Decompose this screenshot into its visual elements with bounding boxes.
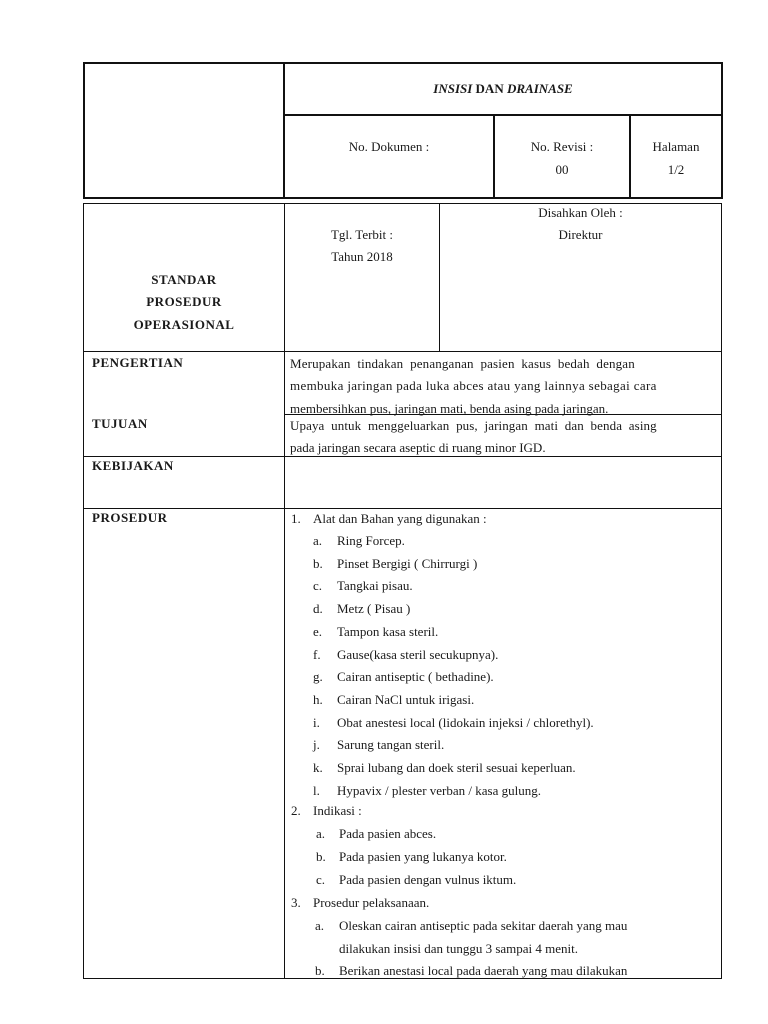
alat-item-text: Metz ( Pisau ) bbox=[337, 601, 411, 617]
no-revisi-label: No. Revisi : bbox=[530, 139, 594, 154]
alat-item-letter: k. bbox=[313, 760, 323, 775]
indikasi-item-letter: b. bbox=[316, 849, 326, 864]
header-divider-dokumen bbox=[493, 114, 495, 199]
pengertian-line2: membuka jaringan pada luka abces atau yang lainnya sebagai cara bbox=[290, 378, 657, 393]
row-divider-tujuan bbox=[83, 456, 722, 457]
pelaksanaan-item-line1: Berikan anestasi local pada daerah yang mau dilakukan bbox=[339, 963, 628, 978]
alat-item-letter: i. bbox=[313, 714, 320, 730]
step-2-text: Indikasi : bbox=[313, 803, 362, 818]
step-1-number: 1. bbox=[291, 511, 301, 526]
header-border-right bbox=[721, 62, 723, 199]
pelaksanaan-item-line2: dilakukan insisi dan tunggu 3 sampai 4 menit. bbox=[339, 940, 579, 956]
tujuan-label: TUJUAN bbox=[92, 416, 148, 431]
step-3-text: Prosedur pelaksanaan. bbox=[313, 895, 430, 910]
alat-item-text: Cairan NaCl untuk irigasi. bbox=[337, 691, 475, 707]
alat-item-letter: f. bbox=[313, 646, 321, 662]
pelaksanaan-item-letter: a. bbox=[315, 918, 325, 933]
pengertian-label: PENGERTIAN bbox=[92, 355, 184, 370]
header-divider-revisi bbox=[629, 114, 631, 199]
header-divider-title bbox=[283, 114, 723, 116]
alat-item-letter: d. bbox=[313, 601, 323, 617]
alat-item-letter: h. bbox=[313, 691, 323, 707]
indikasi-item-letter: c. bbox=[316, 872, 326, 887]
halaman-label: Halaman bbox=[652, 139, 700, 154]
halaman-value: 1/2 bbox=[667, 162, 685, 177]
tgl-terbit-label: Tgl. Terbit : bbox=[330, 227, 394, 242]
header-border-left bbox=[83, 62, 85, 199]
disahkan-value: Direktur bbox=[558, 227, 603, 242]
sop-label-line2: PROSEDUR bbox=[146, 294, 222, 309]
header-border-top bbox=[83, 62, 723, 64]
pelaksanaan-item-letter: b. bbox=[315, 963, 325, 978]
main-border-top bbox=[83, 203, 722, 204]
alat-item-text: Pinset Bergigi ( Chirrurgi ) bbox=[337, 555, 478, 571]
title-part-drainase: DRAINASE bbox=[506, 81, 573, 96]
alat-item-letter: l. bbox=[313, 782, 320, 798]
alat-item-text: Hypavix / plester verban / kasa gulung. bbox=[337, 782, 541, 798]
indikasi-item-text: Pada pasien yang lukanya kotor. bbox=[339, 849, 507, 864]
step-2-number: 2. bbox=[291, 803, 301, 818]
approval-divider bbox=[439, 203, 440, 351]
pengertian-line3: membersihkan pus, jaringan mati, benda asing pada jaringan. bbox=[290, 401, 609, 416]
main-column-divider bbox=[284, 203, 285, 979]
alat-item-letter: g. bbox=[313, 669, 323, 685]
alat-item-text: Obat anestesi local (lidokain injeksi / chlorethyl). bbox=[337, 714, 594, 730]
prosedur-label: PROSEDUR bbox=[92, 510, 168, 525]
row-divider-kebijakan bbox=[83, 508, 722, 509]
header-border-bottom bbox=[83, 197, 723, 199]
step-1 bbox=[291, 511, 301, 526]
alat-item-text: Sprai lubang dan doek steril sesuai keperluan. bbox=[337, 760, 576, 775]
alat-item-letter: e. bbox=[313, 623, 323, 639]
pengertian-line1: Merupakan tindakan penanganan pasien kasus bedah dengan bbox=[290, 356, 635, 371]
title-part-insisi: INSISI bbox=[433, 81, 473, 96]
alat-item-text: Cairan antiseptic ( bethadine). bbox=[337, 669, 494, 685]
alat-item-text: Sarung tangan steril. bbox=[337, 737, 445, 753]
indikasi-item-letter: a. bbox=[316, 826, 326, 841]
pelaksanaan-item-line1: Oleskan cairan antiseptic pada sekitar daerah yang mau bbox=[339, 918, 628, 933]
indikasi-item-text: Pada pasien dengan vulnus iktum. bbox=[339, 872, 517, 887]
tujuan-line2: pada jaringan secara aseptic di ruang minor IGD. bbox=[290, 440, 546, 455]
indikasi-item-text: Pada pasien abces. bbox=[339, 826, 437, 841]
tgl-terbit-value: Tahun 2018 bbox=[331, 249, 393, 264]
no-dokumen-label: No. Dokumen : bbox=[348, 139, 430, 154]
title-part-dan: DAN bbox=[472, 81, 507, 96]
disahkan-label: Disahkan Oleh : bbox=[538, 205, 623, 220]
step-3-number: 3. bbox=[291, 895, 301, 910]
sop-label-line3: OPERASIONAL bbox=[133, 317, 235, 332]
sop-label-line1: STANDAR bbox=[151, 272, 217, 287]
kebijakan-label: KEBIJAKAN bbox=[92, 458, 174, 473]
no-revisi-value: 00 bbox=[555, 162, 569, 177]
alat-item-text: Tampon kasa steril. bbox=[337, 623, 439, 639]
alat-item-letter: c. bbox=[313, 578, 323, 594]
alat-item-letter: j. bbox=[313, 737, 320, 753]
alat-item-letter: a. bbox=[313, 533, 323, 548]
step-1-text: Alat dan Bahan yang digunakan : bbox=[313, 511, 487, 526]
row-divider-approval bbox=[83, 351, 722, 352]
main-border-right bbox=[721, 203, 722, 979]
document-title bbox=[285, 81, 721, 96]
main-border-bottom bbox=[83, 978, 722, 979]
alat-item-text: Gause(kasa steril secukupnya). bbox=[337, 646, 499, 662]
alat-item-text: Tangkai pisau. bbox=[337, 578, 413, 594]
alat-item-letter: b. bbox=[313, 555, 323, 571]
alat-item-text: Ring Forcep. bbox=[337, 533, 405, 548]
tujuan-line1: Upaya untuk menggeluarkan pus, jaringan mati dan benda asing bbox=[290, 418, 657, 433]
